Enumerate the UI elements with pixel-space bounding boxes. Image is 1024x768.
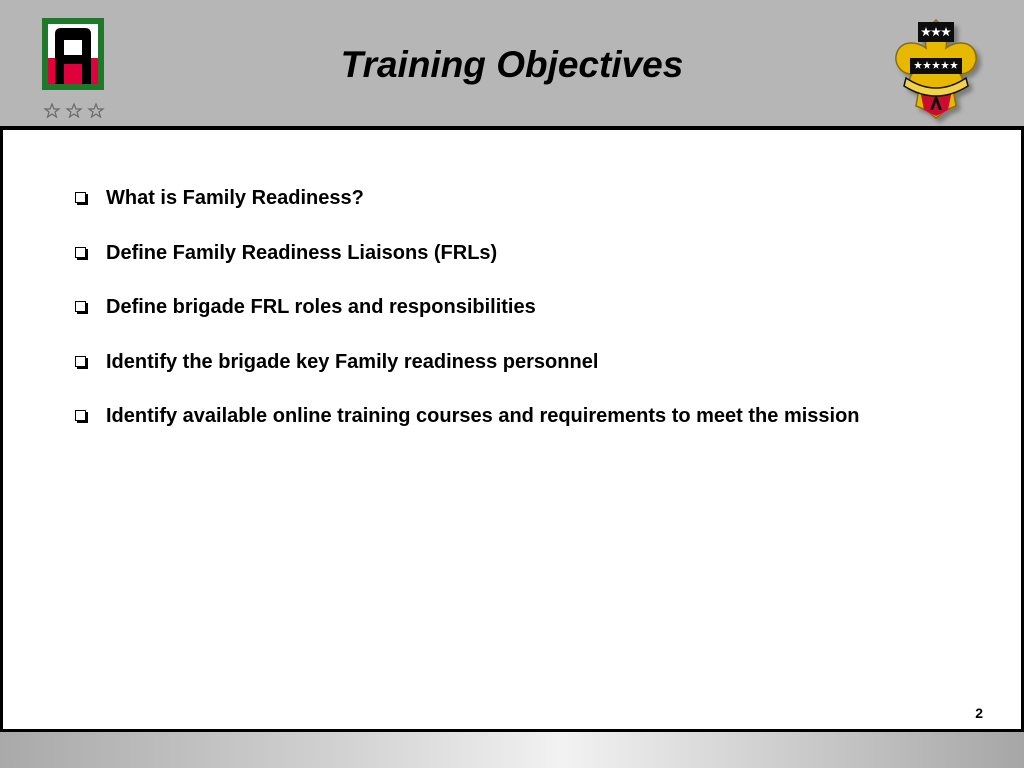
checkbox-bullet-icon [75, 356, 86, 367]
objectives-list [71, 186, 860, 459]
objective-text: Identify available online training courses and requirements to meet the mission [106, 405, 860, 427]
objective-text: Define brigade FRL roles and responsibilities [106, 296, 536, 318]
objective-text: Define Family Readiness Liaisons (FRLs) [106, 241, 498, 264]
first-in-deed-insignia-icon [888, 14, 984, 126]
checkbox-bullet-icon [75, 410, 86, 421]
slide-content [0, 126, 1024, 732]
slide-header [0, 0, 1024, 126]
slide-title: Training Objectives [340, 44, 684, 85]
list-item [71, 295, 860, 350]
objective-text: Identify the brigade key Family readiness personnel [106, 350, 599, 373]
slide-footer-band [0, 732, 1024, 768]
list-item [71, 241, 860, 296]
checkbox-bullet-icon [75, 192, 86, 203]
checkbox-bullet-icon [75, 247, 86, 258]
list-item [71, 186, 860, 241]
objective-text: What is Family Readiness? [106, 187, 364, 209]
list-item [71, 350, 860, 405]
page-number: 2 [975, 705, 983, 721]
list-item [71, 404, 860, 459]
checkbox-bullet-icon [75, 301, 86, 312]
